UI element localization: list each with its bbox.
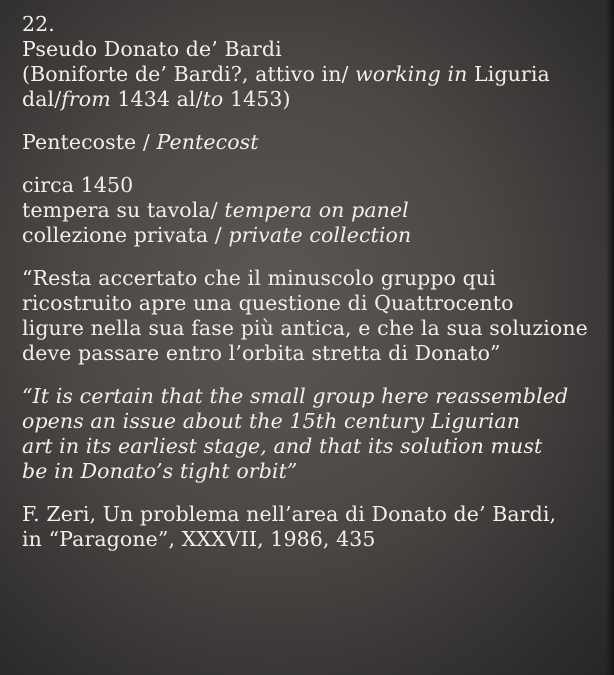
medium-en: tempera on panel bbox=[224, 198, 409, 222]
header-block bbox=[22, 12, 592, 112]
title-it: Pentecoste / bbox=[22, 130, 157, 154]
citation-line: in “Paragone”, XXXVII, 1986, 435 bbox=[22, 527, 376, 551]
title-en: Pentecost bbox=[156, 130, 259, 154]
dates-line bbox=[22, 87, 592, 112]
quote-en-line: “It is certain that the small group here reassembled bbox=[22, 384, 569, 408]
attribution-it: (Boniforte de’ Bardi?, attivo in/ bbox=[22, 62, 356, 86]
quote-english bbox=[22, 384, 592, 484]
dates-it-from: dal/ bbox=[22, 87, 62, 111]
artwork-collection bbox=[22, 223, 592, 248]
collection-en: private collection bbox=[228, 223, 412, 247]
dates-en-to: to bbox=[202, 87, 224, 111]
citation-block bbox=[22, 502, 592, 552]
details-block bbox=[22, 173, 592, 248]
dates-end: 1453) bbox=[223, 87, 291, 111]
quote-it-line: ricostruito apre una questione di Quattrocento bbox=[22, 291, 514, 315]
artwork-date: circa 1450 bbox=[22, 173, 134, 197]
dates-en-from: from bbox=[61, 87, 111, 111]
quote-en-line: opens an issue about the 15th century Ligurian bbox=[22, 409, 521, 433]
artist-name: Pseudo Donato de’ Bardi bbox=[22, 37, 282, 61]
citation-line: F. Zeri, Un problema nell’area di Donato de’ Bardi, bbox=[22, 502, 557, 526]
quote-it-line: “Resta accertato che il minuscolo gruppo qui bbox=[22, 266, 496, 290]
entry-number: 22. bbox=[22, 12, 55, 36]
quote-it-line: deve passare entro l’orbita stretta di Donato” bbox=[22, 341, 501, 365]
quote-en-line: art in its earliest stage, and that its solution must bbox=[22, 434, 543, 458]
title-block bbox=[22, 130, 592, 155]
artwork-title bbox=[22, 130, 592, 155]
medium-it: tempera su tavola/ bbox=[22, 198, 225, 222]
quote-italian bbox=[22, 266, 592, 366]
museum-label bbox=[22, 12, 592, 570]
attribution-line bbox=[22, 62, 592, 87]
dates-mid: 1434 al/ bbox=[110, 87, 203, 111]
attribution-place: Liguria bbox=[467, 62, 550, 86]
quote-en-line: be in Donato’s tight orbit” bbox=[22, 459, 298, 483]
attribution-en: working in bbox=[355, 62, 468, 86]
collection-it: collezione privata / bbox=[22, 223, 229, 247]
artwork-medium bbox=[22, 198, 592, 223]
quote-it-line: ligure nella sua fase più antica, e che la sua soluzione bbox=[22, 316, 588, 340]
wall-edge-shadow bbox=[606, 0, 614, 675]
